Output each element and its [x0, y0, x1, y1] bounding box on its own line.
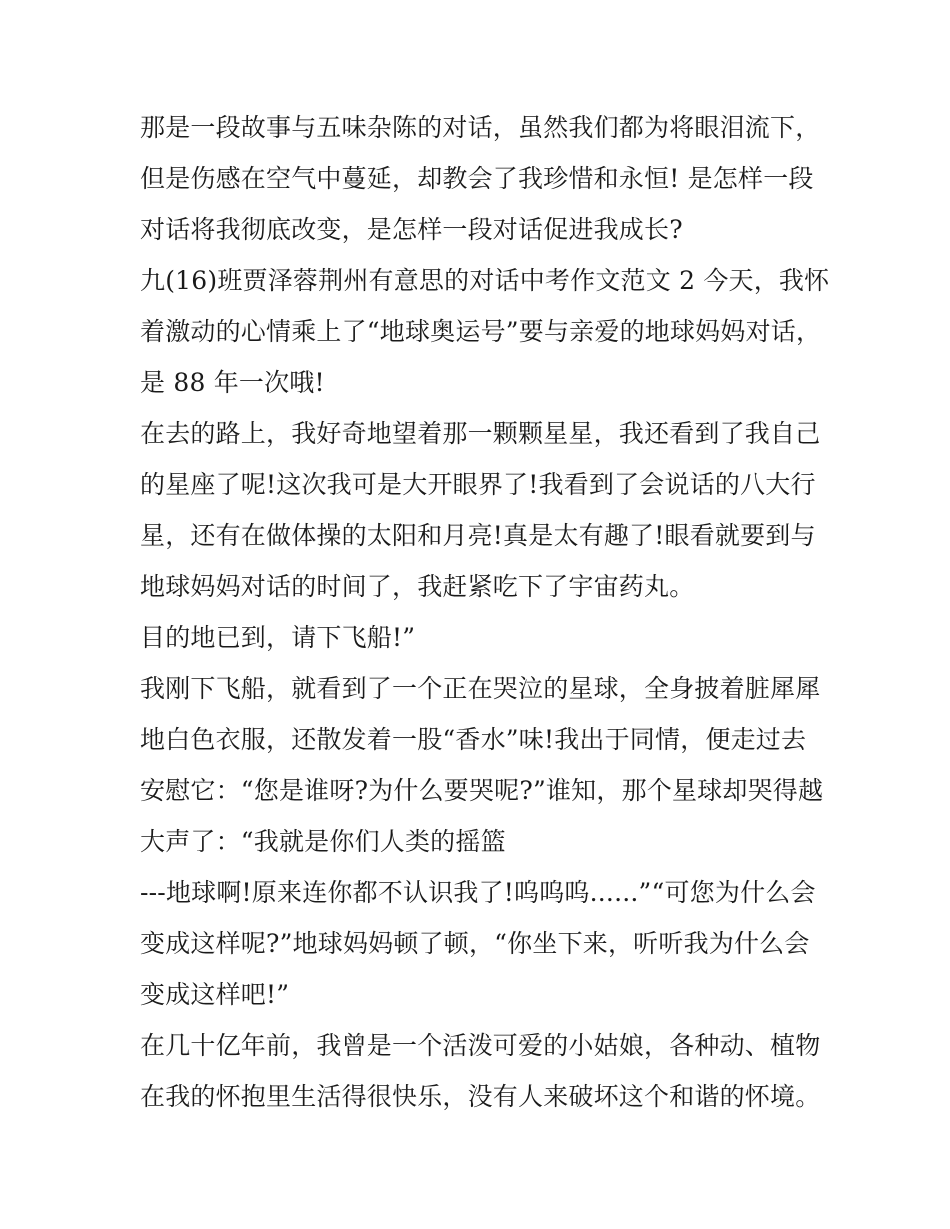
- text-line: 但是伤感在空气中蔓延，却教会了我珍惜和永恒! 是怎样一段: [140, 164, 814, 193]
- text-line: 着激动的心情乘上了“地球奥运号”要与亲爱的地球妈妈对话，: [140, 317, 822, 346]
- text-line: 变成这样吧!”: [140, 980, 290, 1009]
- text-line: 安慰它：“您是谁呀?为什么要哭呢?”谁知，那个星球却哭得越: [140, 776, 824, 805]
- text-line: 是 88 年一次哦!: [140, 368, 325, 397]
- text-line: 我刚下飞船，就看到了一个正在哭泣的星球，全身披着脏犀犀: [140, 674, 821, 703]
- text-line: 对话将我彻底改变，是怎样一段对话促进我成长?: [140, 215, 683, 244]
- text-line: 目的地已到，请下飞船!”: [140, 623, 416, 652]
- text-line: 地白色衣服，还散发着一股“香水”味!我出于同情，便走过去: [140, 725, 807, 754]
- text-line: 那是一段故事与五味杂陈的对话，虽然我们都为将眼泪流下，: [140, 113, 821, 142]
- text-line: 在几十亿年前，我曾是一个活泼可爱的小姑娘，各种动、植物: [140, 1031, 821, 1060]
- text-line: 星，还有在做体操的太阳和月亮!真是太有趣了!眼看就要到与: [140, 521, 816, 550]
- text-line: ---地球啊!原来连你都不认识我了!呜呜呜......”“可您为什么会: [140, 878, 816, 907]
- text-line: 地球妈妈对话的时间了，我赶紧吃下了宇宙药丸。: [140, 572, 695, 601]
- text-line: 九(16)班贾泽蓉荆州有意思的对话中考作文范文 2 今天，我怀: [140, 266, 830, 295]
- text-line: 在我的怀抱里生活得很快乐，没有人来破坏这个和谐的怀境。: [140, 1082, 821, 1111]
- text-line: 的星座了呢!这次我可是大开眼界了!我看到了会说话的八大行: [140, 470, 816, 499]
- essay-body: [140, 102, 830, 1122]
- text-line: 大声了：“我就是你们人类的摇篮: [140, 827, 506, 856]
- text-line: 在去的路上，我好奇地望着那一颗颗星星，我还看到了我自己: [140, 419, 821, 448]
- text-line: 变成这样呢?”地球妈妈顿了顿，“你坐下来，听听我为什么会: [140, 929, 810, 958]
